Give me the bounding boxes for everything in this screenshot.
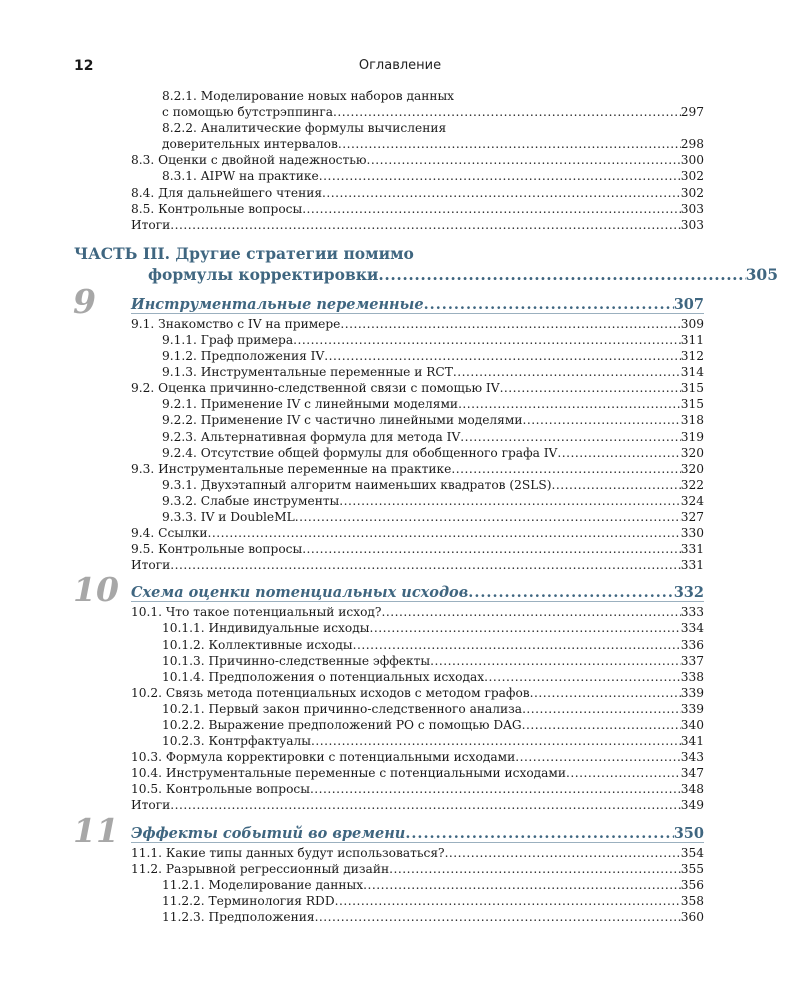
leader-dots [522,701,681,717]
toc-entry-page: 343 [680,750,704,765]
toc-entry[interactable] [162,477,704,493]
toc-entry[interactable] [162,104,704,120]
leader-dots [566,765,681,781]
leader-dots [295,509,681,525]
chapter-divider [131,313,704,314]
toc-entry-page: 303 [680,201,704,216]
toc-entry-title: 10.2.1. Первый закон причинно-следственного анализа [162,701,523,716]
toc-entry[interactable] [131,685,704,701]
toc-entry-title: Итоги [131,798,171,813]
toc-entry-page: 347 [680,766,704,781]
toc-entry[interactable] [162,637,704,653]
toc-entry[interactable] [131,185,704,201]
toc-entry-title: 10.4. Инструментальные переменные с потенциальными исходами [131,766,567,781]
toc-entry-title: 11.2.2. Терминология RDD [162,893,335,908]
toc-entry[interactable] [162,332,704,348]
toc-entry[interactable] [162,669,704,685]
toc-entry[interactable] [162,653,704,669]
toc-entry-page: 349 [680,798,704,813]
toc-entry[interactable] [131,781,704,797]
toc-entry-page: 320 [680,461,704,476]
toc-entry[interactable] [131,461,704,477]
toc-entry-title: 9.1. Знакомство с IV на примере [131,316,341,331]
leader-dots [369,620,680,636]
toc-entry-page: 339 [680,701,704,716]
toc-entry[interactable] [162,733,704,749]
toc-entry[interactable] [131,845,704,861]
toc-entry[interactable] [131,217,704,233]
chapter-number: 10 [73,570,119,610]
toc-entry[interactable] [162,493,704,509]
toc-entry-page: 355 [680,861,704,876]
toc-entry-title: 9.3. Инструментальные переменные на практике [131,461,452,476]
toc-entry-title: 11.2. Разрывной регрессионный дизайн [131,861,390,876]
toc-entry-title: 9.2. Оценка причинно-следственной связи с помощью IV [131,381,500,396]
part-title-text: формулы корректировки [148,264,379,284]
part-page: 305 [745,264,778,284]
toc-entry-page: 314 [680,365,704,380]
leader-dots [319,168,681,184]
toc-entry-page: 302 [680,169,704,184]
toc-entry-title: 9.1.3. Инструментальные переменные и RCT [162,365,453,380]
toc-entry-title: 10.2.2. Выражение предположений PO с помощью DAG [162,718,522,732]
toc-entry-title: 8.4. Для дальнейшего чтения [131,185,323,200]
toc-entry-page: 340 [680,718,704,732]
toc-entry[interactable] [162,877,704,893]
toc-entry-title: 8.3. Оценки с двойной надежностью [131,153,367,168]
toc-entry-title: 10.1. Что такое потенциальный исход? [131,605,382,620]
toc-entry-title: 9.3.1. Двухэтапный алгоритм наименьших квадратов (2SLS) [162,477,552,492]
toc-entry[interactable] [162,136,704,152]
toc-entry-page: 302 [680,185,704,200]
toc-entry[interactable] [131,749,704,765]
leader-dots [484,669,681,685]
toc-entry-title: 11.2.3. Предположения [162,909,315,924]
toc-entry-title: 10.3. Формула корректировки с потенциальными исходами [131,750,516,765]
chapter-divider [131,601,704,602]
leader-dots [522,412,680,428]
toc-entry[interactable] [162,168,704,184]
leader-dots [338,136,681,152]
toc-entry-page: 360 [680,909,704,924]
toc-entry[interactable] [131,316,704,332]
toc-entry-title: 8.5. Контрольные вопросы [131,201,303,216]
toc-entry-page: 338 [680,669,704,684]
toc-entry-title: 10.1.4. Предположения о потенциальных исходах [162,669,485,684]
toc-entry-page: 341 [680,734,704,749]
toc-entry-page: 334 [680,621,704,636]
leader-dots [324,348,680,364]
leader-dots [500,380,681,396]
leader-dots [389,861,681,877]
toc-entry-page: 300 [680,153,704,168]
leader-dots [381,604,680,620]
chapter-heading[interactable] [73,570,704,610]
leader-dots [530,685,681,701]
leader-dots [207,525,680,541]
toc-preceding-entries [0,88,800,233]
toc-entry[interactable] [162,364,704,380]
toc-entry-title: 9.4. Ссылки [131,526,208,541]
leader-dots [340,316,680,332]
chapter-number: 11 [73,810,119,850]
toc-entry-title: Итоги [131,558,171,573]
toc-entry[interactable] [162,893,704,909]
toc-entry[interactable] [131,201,704,217]
leader-dots [170,217,681,233]
leader-dots [468,584,673,601]
toc-chapters [0,281,800,925]
toc-entry-page: 348 [680,782,704,797]
toc-entry-page: 309 [680,316,704,331]
toc-entry-page: 315 [680,381,704,396]
toc-entry-page: 331 [680,558,704,573]
toc-entry[interactable] [162,348,704,364]
toc-entry-title: 10.1.3. Причинно-следственные эффекты [162,653,431,668]
leader-dots [515,749,681,765]
toc-entry[interactable] [131,152,704,168]
leader-dots [453,364,681,380]
leader-dots [445,845,681,861]
toc-entry-line: 8.2.1. Моделирование новых наборов данных [162,89,455,103]
toc-entry-title: 9.3.2. Слабые инструменты [162,493,340,508]
toc-entry-title: 9.1.1. Граф примера [162,332,294,347]
chapter-number: 9 [73,281,96,321]
toc-entry-page: 315 [680,397,704,412]
toc-entry-title: 9.1.2. Предположения IV [162,349,325,364]
toc-entry[interactable] [162,620,704,636]
toc-entry-title: 9.2.1. Применение IV с линейными моделями [162,397,459,412]
leader-dots [366,152,680,168]
toc-entry-page: 319 [680,429,704,444]
leader-dots [322,185,681,201]
toc-entry[interactable] [162,396,704,412]
toc-entry-page: 322 [680,477,704,492]
leader-dots [522,717,681,733]
chapter-divider [131,842,704,843]
toc-entry[interactable] [162,412,704,428]
leader-dots [378,264,745,285]
leader-dots [170,797,681,813]
toc-entry-page: 333 [680,605,704,620]
page-number: 12 [74,58,94,74]
toc-entry-page: 354 [680,845,704,860]
toc-entry-title: Итоги [131,217,171,232]
leader-dots [170,557,681,573]
leader-dots [311,733,681,749]
leader-dots [405,825,673,842]
toc-entry[interactable] [131,797,704,813]
toc-entry-page: 303 [680,217,704,232]
running-header: Оглавление [358,58,442,73]
toc-entry-title: 9.2.3. Альтернативная формула для метода IV [162,429,461,444]
toc-entry[interactable] [162,909,704,925]
toc-entry-title: 10.2. Связь метода потенциальных исходов с методом графов [131,685,530,700]
chapter-heading[interactable] [73,810,704,850]
toc-entry-page: 320 [680,445,704,460]
toc-entry-title: 10.1.2. Коллективные исходы [162,637,353,652]
toc-entry-title: 10.5. Контрольные вопросы [131,782,310,797]
leader-dots [335,893,681,909]
leader-dots [460,429,680,445]
leader-dots [310,781,681,797]
leader-dots [363,877,681,893]
toc-entry[interactable] [131,557,704,573]
leader-dots [430,653,681,669]
toc-entry-page: 358 [680,893,704,908]
toc-entry-page: 330 [680,526,704,541]
toc-entry-page: 311 [680,332,704,347]
leader-dots [451,461,680,477]
toc-entry-page: 339 [680,685,704,700]
toc-entry-title: 11.1. Какие типы данных будут использоваться? [131,845,445,860]
chapter-page: 350 [673,824,704,842]
toc-entry-line: 8.2.2. Аналитические формулы вычисления [162,121,447,136]
chapter-heading[interactable] [73,281,704,321]
toc-entry-title: 9.2.2. Применение IV с частично линейными моделями [162,413,523,428]
toc-entry-page: 324 [680,493,704,508]
part-title-line2 [148,264,778,285]
chapter-page: 332 [673,584,704,602]
toc-entry-title: 9.5. Контрольные вопросы [131,542,303,557]
toc-entry[interactable] [131,541,704,557]
table-of-contents [0,88,800,925]
chapter-page: 307 [673,295,704,313]
part-title [74,243,778,285]
toc-entry-title: с помощью бутстрэппинга [162,105,334,120]
toc-entry-title: 11.2.1. Моделирование данных [162,877,364,892]
chapter-title: Схема оценки потенциальных исходов [131,584,469,602]
toc-entry-page: 356 [680,877,704,892]
toc-entry-title: доверительных интервалов [162,137,338,152]
toc-entry-page: 337 [680,653,704,668]
toc-entry-page: 297 [680,105,704,120]
chapter-title: Инструментальные переменные [131,295,424,313]
leader-dots [458,396,681,412]
part-title-line1: ЧАСТЬ III. Другие стратегии помимо [74,243,414,263]
toc-entry[interactable] [162,429,704,445]
toc-entry[interactable] [131,861,704,877]
toc-entry-title: 9.2.4. Отсутствие общей формулы для обобщенного графа IV [162,445,558,460]
toc-entry[interactable] [131,765,704,781]
leader-dots [333,104,681,120]
chapter-title: Эффекты событий во времени [131,824,406,842]
leader-dots [315,909,681,925]
leader-dots [339,493,680,509]
toc-entry-page: 298 [680,137,704,152]
leader-dots [424,296,674,313]
toc-entry[interactable] [162,445,704,461]
toc-entry-title: 10.1.1. Индивидуальные исходы [162,621,370,636]
toc-entry-page: 331 [680,542,704,557]
toc-entry-title: 8.3.1. AIPW на практике [162,169,319,184]
toc-entry[interactable] [162,509,704,525]
toc-entry-page: 318 [680,413,704,428]
toc-entry[interactable] [131,604,704,620]
leader-dots [293,332,681,348]
toc-entry-page: 312 [680,349,704,364]
toc-entry[interactable] [162,701,704,717]
toc-entry-page: 327 [680,509,704,524]
toc-entry[interactable] [131,380,704,396]
toc-entry[interactable] [131,525,704,541]
leader-dots [557,445,680,461]
leader-dots [353,637,681,653]
toc-entry[interactable] [162,717,704,733]
leader-dots [302,541,681,557]
toc-entry-title: 9.3.3. IV и DoubleML [162,509,295,524]
toc-entry-title: 10.2.3. Контрфактуалы [162,734,311,749]
toc-entry-page: 336 [680,637,704,652]
leader-dots [302,201,681,217]
leader-dots [551,477,680,493]
